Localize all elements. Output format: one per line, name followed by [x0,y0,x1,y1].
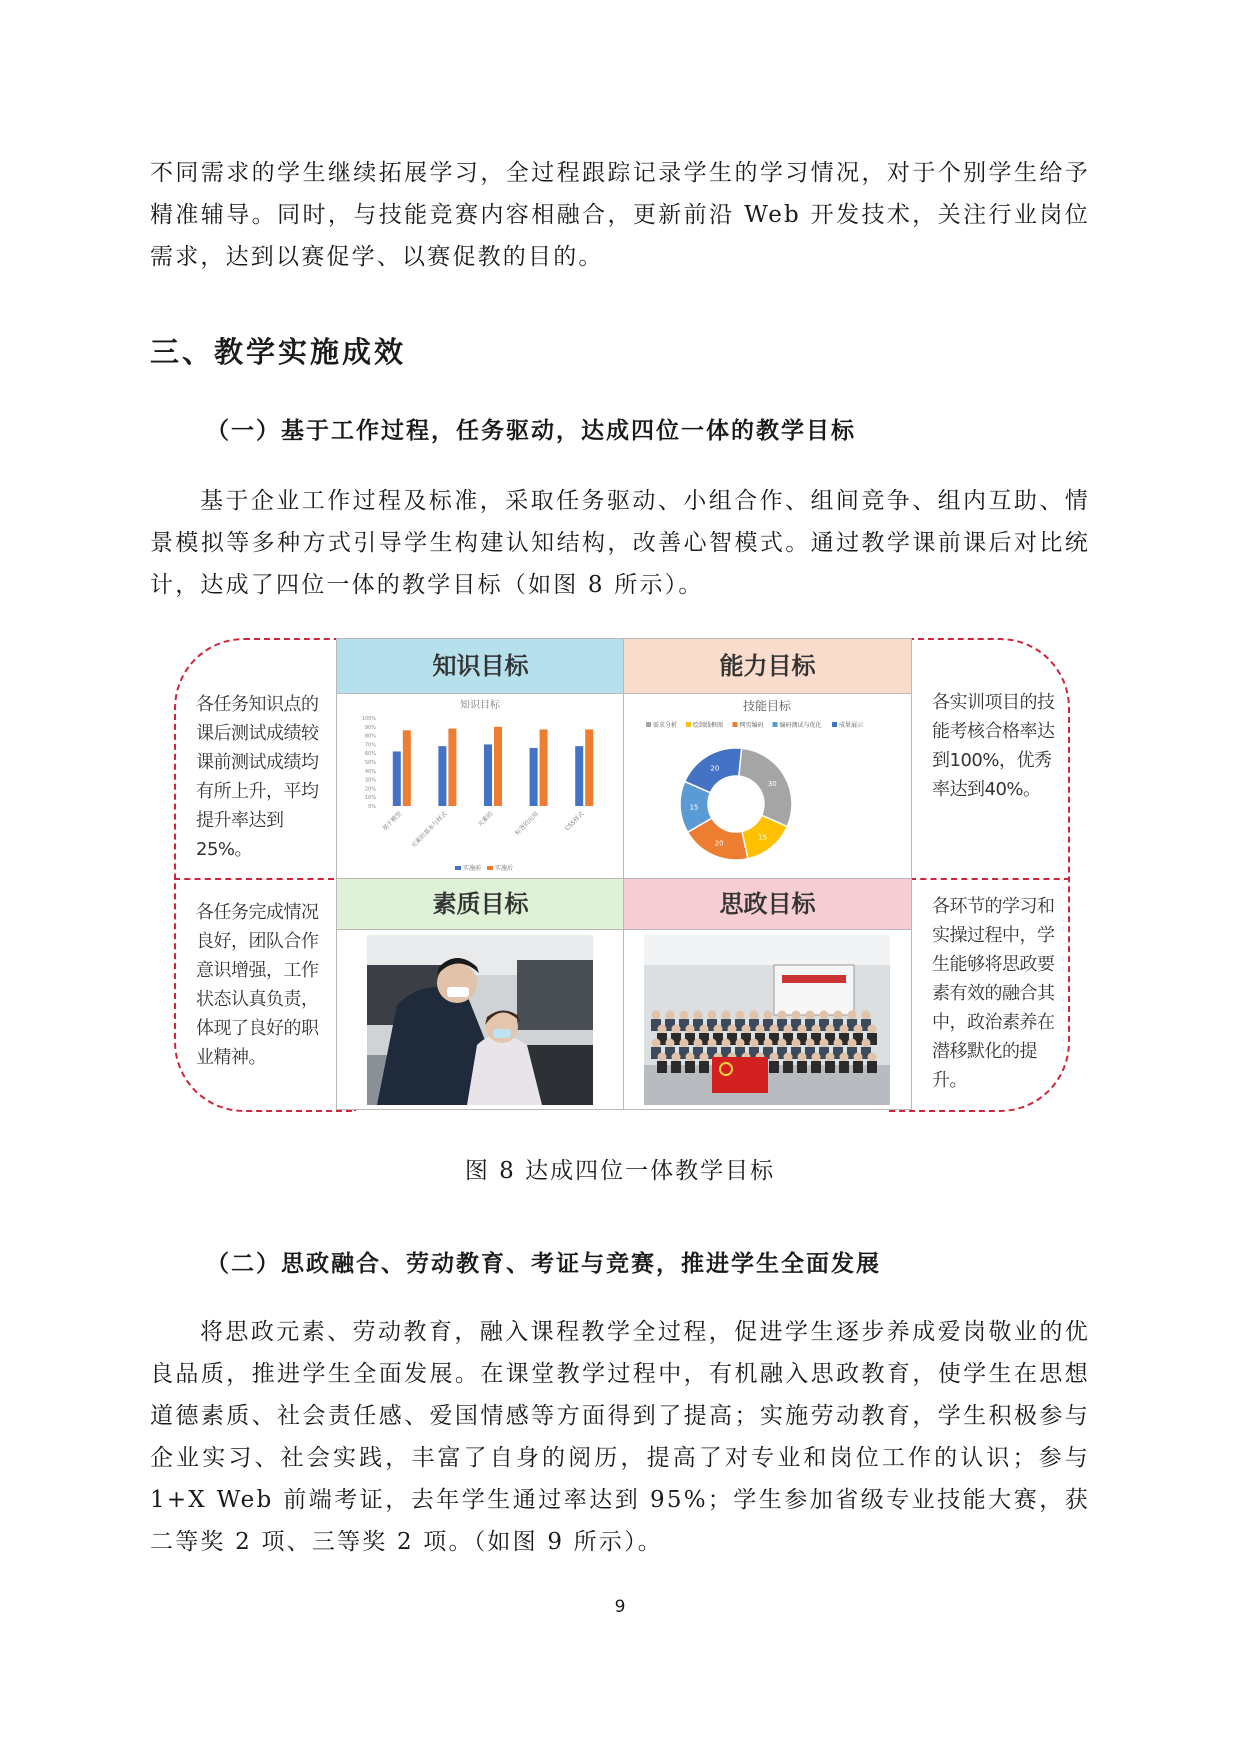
bar-post [494,727,502,806]
subheading-1: （一）基于工作过程，任务驱动，达成四位一体的教学目标 [206,418,856,444]
knowledge-bar-chart [337,694,624,880]
legend-swatch-pre [455,866,461,870]
paragraph-continued: 不同需求的学生继续拓展学习，全过程跟踪记录学生的学习情况，对于个别学生给予精准辅导。同时，与技能竞赛内容相融合，更新前沿 Web 开发技术，关注行业岗位需求，达到以赛促学、以赛促教的目的。 [150,160,1090,270]
bar-pre [484,744,492,806]
y-tick-label: 50% [364,760,376,766]
donut-slice [739,748,792,826]
bar-post [540,729,548,806]
ideology-panel [623,878,912,1110]
side-text-bottom-right: 各环节的学习和实操过程中，学生能够将思政要素有效的融合其中，政治素养在潜移默化的提升。 [932,896,1055,1091]
y-tick-label: 80% [364,733,376,740]
legend-swatch [733,722,738,727]
ability-panel [623,638,912,880]
knowledge-panel-title: 知识目标 [337,639,624,694]
legend-label: 编码测试与优化 [779,722,822,729]
bar-pre [575,746,583,806]
dashed-divider-right [910,878,1070,880]
legend-swatch [686,722,691,727]
x-tick-label: 基于模型 [381,810,404,833]
y-tick-label: 10% [364,795,376,802]
dashed-divider-left [174,878,334,880]
y-tick-label: 60% [364,751,376,758]
legend-label-pre: 实施前 [463,865,482,872]
donut-value-label: 20 [710,764,720,773]
legend-label-post: 实施后 [495,865,514,872]
x-tick-label: 元素的基本与样式 [409,810,449,850]
y-tick-label: 70% [364,742,376,749]
x-tick-label: CSS样式 [563,810,586,833]
legend-swatch [832,722,837,727]
side-text-bottom-left: 各任务完成情况良好，团队合作意识增强，工作状态认真负责，体现了良好的职业精神。 [196,902,319,1068]
x-tick-label: 元素的 [476,810,495,829]
knowledge-panel [336,638,625,880]
paragraph-3: 将思政元素、劳动教育，融入课程教学全过程，促进学生逐步养成爱岗敬业的优良品质，推进学生全面发展。在课堂教学过程中，有机融入思政教育，使学生在思想道德素质、社会责任感、爱国情感等方面得到了提高；实施劳动教育，学生积极参与企业实习、社会实践，丰富了自身的阅历，提高了对专业和岗位工作的认识；参与 1+X Web 前端考证，去年学生通过率达到 95%；学生参加省级专业技能大赛，获二等奖 2 项、三等奖 2 项。（如图 9 所示）。 [150,1319,1090,1555]
legend-label: 网页编码 [739,722,764,729]
y-tick-label: 0% [368,804,376,810]
bar-post [403,730,411,806]
side-text-top-left: 各任务知识点的课后测试成绩较课前测试成绩均有所上升，平均提升率达到25%。 [196,694,319,860]
bar-pre [530,748,538,806]
bar-post [585,729,593,806]
legend-label: 绘制线框图 [693,722,724,729]
subheading-2: （二）思政融合、劳动教育、考证与竞赛，推进学生全面发展 [206,1251,881,1277]
y-tick-label: 40% [364,768,376,775]
page-number: 9 [614,1597,626,1617]
quality-panel-title: 素质目标 [337,879,624,930]
legend-label: 需求分析 [653,722,678,729]
y-tick-label: 20% [364,786,376,793]
donut-value-label: 30 [767,779,777,788]
donut-value-label: 15 [758,833,768,842]
legend-swatch-post [487,866,493,870]
knowledge-chart-title: 知识目标 [460,700,500,711]
y-tick-label: 90% [364,724,376,731]
section-heading: 三、教学实施成效 [150,335,407,369]
side-text-top-right: 各实训项目的技能考核合格率达到100%，优秀率达到40%。 [932,692,1055,800]
group-photo [644,935,890,1105]
quality-panel [336,878,625,1110]
classroom-photo [367,935,593,1105]
ability-panel-title: 能力目标 [624,639,911,694]
paragraph-2: 基于企业工作过程及标准，采取任务驱动、小组合作、组间竞争、组内互助、情景模拟等多种方式引导学生构建认知结构，改善心智模式。通过教学课前课后对比统计，达成了四位一体的教学目标（如图 8 所示）。 [150,488,1090,598]
y-tick-label: 100% [361,716,376,722]
legend-swatch [646,722,651,727]
x-tick-label: 标签的应用 [513,810,541,837]
bar-pre [438,746,446,806]
y-tick-label: 30% [364,777,376,784]
legend-label: 成果展示 [839,722,864,729]
bar-pre [393,751,401,806]
ability-donut-chart [624,694,911,880]
donut-value-label: 20 [714,839,724,848]
bar-post [448,729,456,806]
figure-8 [174,638,1070,1110]
legend-swatch [773,722,778,727]
ideology-panel-title: 思政目标 [624,879,911,930]
figure-caption: 图 8 达成四位一体教学目标 [464,1158,776,1184]
donut-value-label: 15 [689,803,699,812]
ability-chart-title: 技能目标 [742,699,792,713]
